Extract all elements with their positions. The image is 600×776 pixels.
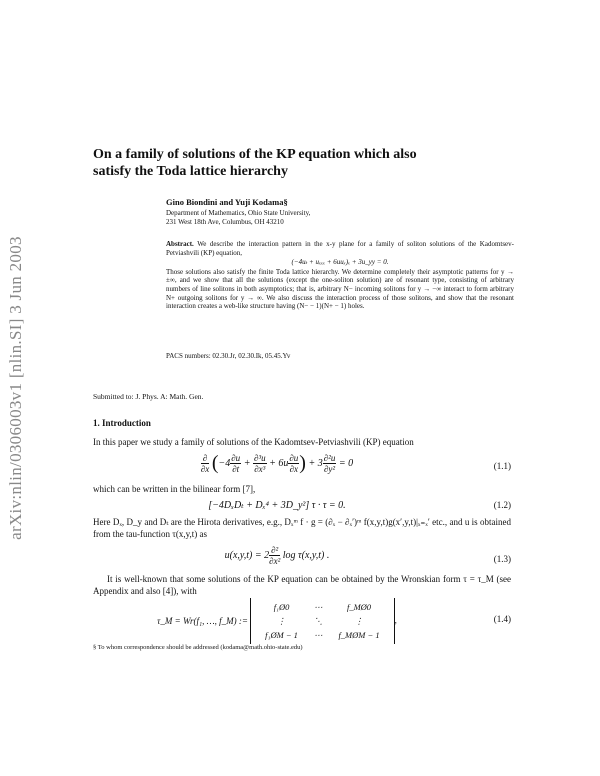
intro-paragraph-1: In this paper we study a family of solutions of the Kadomtsev-Petviashvili (KP) equation: [93, 437, 414, 447]
equation-1-1-number: (1.1): [493, 461, 511, 471]
abstract-equation: (−4uₜ + uₓₓₓ + 6uuₓ)ₓ + 3u_yy = 0.: [291, 258, 389, 267]
equation-1-4-lhs: τ_M = Wr(f₁, …, f_M) :=: [157, 616, 248, 626]
wronskian-matrix: [250, 598, 394, 644]
matrix-cell: f_MØ0: [346, 602, 372, 612]
affiliation-line1: Department of Mathematics, Ohio State University,: [166, 209, 311, 217]
equation-1-2-body: [−4DₓDₜ + Dₓ⁴ + 3D_y²] τ · τ = 0.: [208, 500, 346, 511]
matrix-row: [257, 600, 387, 614]
section-heading: 1. Introduction: [93, 418, 151, 428]
intro-paragraph-2: which can be written in the bilinear form [7],: [93, 484, 256, 494]
affiliation: [166, 209, 466, 227]
matrix-row: [257, 614, 387, 628]
footnote: § To whom correspondence should be addressed (kodama@math.ohio-state.edu): [93, 644, 303, 651]
affiliation-line2: 231 West 18th Ave, Columbus, OH 43210: [166, 218, 284, 226]
abstract-text-2: Those solutions also satisfy the finite Toda lattice hierarchy. We determine completely their asymptotic patterns for y → ±∞, and we show that all the solutions (except the one-soliton solution) are of resonant type, consisting of arbitrary numbers of line solitons in both asymptotics; that is, arbitrary N− incoming solitons for y → −∞ interact to form arbitrary N+ outgoing solitons for y → ∞. We also discuss the interaction process of those solitons, and show that the resonant interaction creates a web-like structure having (N− − 1)(N+ − 1) holes.: [166, 267, 514, 311]
intro-paragraph-3: Here Dₓ, D_y and Dₜ are the Hirota derivatives, e.g., Dₓᵐ f · g = (∂ₓ − ∂ₓ′)ᵐ f(x,y,t)g(x′,y,t)|ₓ₌ₓ′ etc., and u is obtained from the tau-function τ(x,y,t) as: [93, 517, 511, 539]
equation-1-2-number: (1.2): [493, 500, 511, 510]
matrix-row: [257, 628, 387, 642]
matrix-cell: f_MØM − 1: [338, 630, 380, 640]
equation-1-1-body: $\frac{\partial}{\partial x}$ (−4 $\frac{\partial u}{\partial t}$ + $\frac{\text{∂³u}}{\text{∂x³}}$ + 6u $\frac{\partial u}{\partial x}$ ) + 3 $\frac{\text{∂²u}}{\text{∂y²}}$ = 0: [200, 452, 354, 474]
matrix-cell: ⋮: [354, 616, 364, 626]
equation-1-1: [93, 452, 511, 480]
intro-paragraph-4: It is well-known that some solutions of the KP equation can be obtained by the Wronskian form τ = τ_M (see Appendix and also [4]), with: [93, 574, 511, 596]
submitted-to: Submitted to: J. Phys. A: Math. Gen.: [93, 392, 204, 401]
matrix-cell: f₁Ø0: [273, 602, 290, 612]
arxiv-side-label: arXiv:nlin/0306003v1 [nlin.SI] 3 Jun 2003: [6, 236, 25, 540]
matrix-cell: ⋱: [313, 616, 323, 626]
authors: Gino Biondini and Yuji Kodama§: [166, 197, 288, 207]
matrix-cell: ⋯: [313, 630, 323, 640]
equation-1-3-number: (1.3): [493, 554, 511, 564]
matrix-cell: ⋯: [313, 602, 323, 612]
pacs-numbers: PACS numbers: 02.30.Jr, 02.30.Ik, 05.45.Yv: [166, 352, 291, 360]
equation-1-3: [93, 545, 511, 573]
abstract: [166, 240, 514, 311]
equation-1-4-number: (1.4): [493, 614, 511, 624]
abstract-label: Abstract.: [166, 240, 194, 248]
matrix-cell: ⋮: [277, 616, 286, 626]
matrix-cell: f₁ØM − 1: [265, 630, 298, 640]
equation-1-4: [93, 598, 511, 642]
equation-1-3-body: u(x,y,t) = 2 $\frac{\text{∂²}}{\text{∂x²}}$ log τ(x,y,t) .: [224, 545, 330, 566]
paper-title: On a family of solutions of the KP equation which also satisfy the Toda lattice hierarchy: [93, 147, 417, 179]
equation-1-4-body: τ_M = Wr(f₁, …, f_M) := f₁Ø0 ⋯ f_MØ0 ⋮ ⋱ ⋮ f₁ØM − 1 ⋯ f_MØM − 1 ,: [93, 598, 461, 644]
abstract-text-1: We describe the interaction pattern in the x-y plane for a family of soliton solutions of the Kadomtsev-Petviashvili (KP) equation,: [166, 240, 514, 257]
equation-1-2: [93, 500, 511, 514]
